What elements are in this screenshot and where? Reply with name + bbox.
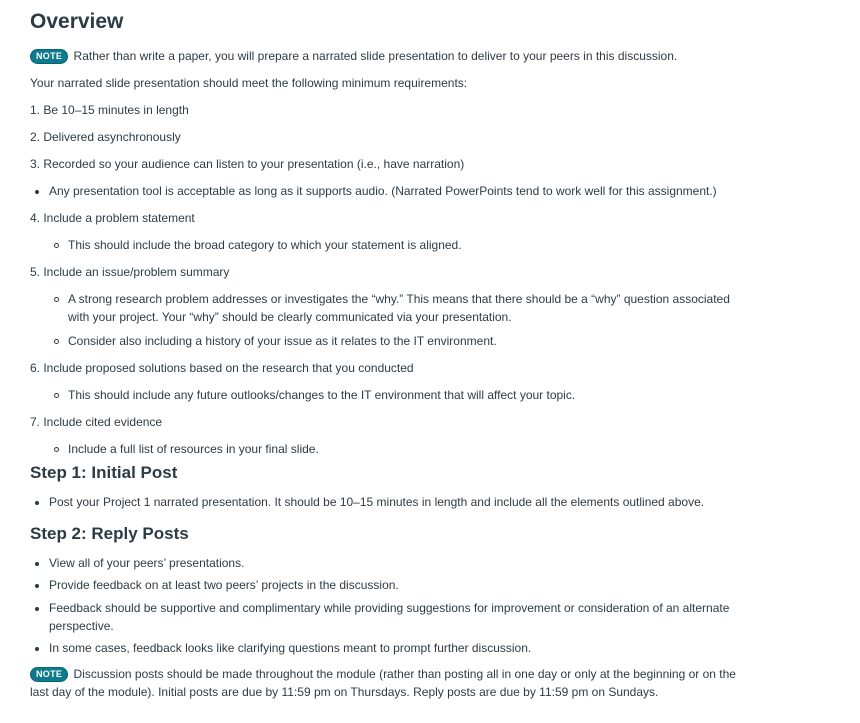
list-item: Provide feedback on at least two peers’ projects in the discussion. bbox=[30, 576, 740, 599]
requirement-3-list bbox=[30, 182, 740, 209]
step2-heading: Step 2: Reply Posts bbox=[30, 524, 189, 543]
step1-list bbox=[30, 493, 740, 522]
step1-heading: Step 1: Initial Post bbox=[30, 463, 178, 482]
requirement-7: 7. Include cited evidence bbox=[30, 415, 163, 429]
overview-note-text: Rather than write a paper, you will prepare a narrated slide presentation to deliver to your peers in this discussion. bbox=[73, 49, 678, 63]
list-item: In some cases, feedback looks like clarifying questions meant to prompt further discussion. bbox=[30, 639, 740, 665]
requirement-1: 1. Be 10–15 minutes in length bbox=[30, 103, 189, 117]
list-item: Feedback should be supportive and complimentary while providing suggestions for improvement or consideration of an alternate perspective. bbox=[30, 599, 740, 639]
list-item: Consider also including a history of your issue as it relates to the IT environment. bbox=[30, 332, 740, 359]
requirement-7-list bbox=[30, 440, 740, 460]
requirement-4: 4. Include a problem statement bbox=[30, 211, 195, 225]
list-item: Post your Project 1 narrated presentation. It should be 10–15 minutes in length and include all the elements outlined above. bbox=[30, 493, 740, 522]
overview-note bbox=[30, 47, 740, 74]
requirement-6: 6. Include proposed solutions based on the research that you conducted bbox=[30, 361, 414, 375]
requirement-2: 2. Delivered asynchronously bbox=[30, 130, 181, 144]
requirement-4-list bbox=[30, 236, 740, 263]
list-item: A strong research problem addresses or investigates the “why.” This means that there should be a “why” question associated with your project. Your “why” should be clearly communicated via your presentation. bbox=[30, 290, 740, 332]
step2-note bbox=[30, 665, 740, 701]
step2-list bbox=[30, 554, 740, 665]
note-badge: NOTE bbox=[30, 49, 68, 64]
page-title: Overview bbox=[30, 10, 124, 33]
requirement-3: 3. Recorded so your audience can listen to your presentation (i.e., have narration) bbox=[30, 157, 465, 171]
list-item: This should include the broad category to which your statement is aligned. bbox=[30, 236, 740, 263]
requirement-5-list bbox=[30, 290, 740, 359]
list-item: This should include any future outlooks/changes to the IT environment that will affect your topic. bbox=[30, 386, 740, 413]
note-badge: NOTE bbox=[30, 667, 68, 682]
requirement-6-list bbox=[30, 386, 740, 413]
step2-note-text: Discussion posts should be made throughout the module (rather than posting all in one day or only at the beginning or on the last day of the module). Initial posts are due by 11:59 pm on Thursdays. Reply posts are due by 11:59 pm on Sundays. bbox=[30, 667, 736, 699]
overview-intro: Your narrated slide presentation should meet the following minimum requirements: bbox=[30, 76, 468, 90]
list-item: View all of your peers’ presentations. bbox=[30, 554, 740, 576]
requirement-5: 5. Include an issue/problem summary bbox=[30, 265, 230, 279]
assignment-content bbox=[30, 6, 740, 701]
list-item: Include a full list of resources in your final slide. bbox=[30, 440, 740, 460]
list-item: Any presentation tool is acceptable as long as it supports audio. (Narrated PowerPoints tend to work well for this assignment.) bbox=[30, 182, 740, 209]
